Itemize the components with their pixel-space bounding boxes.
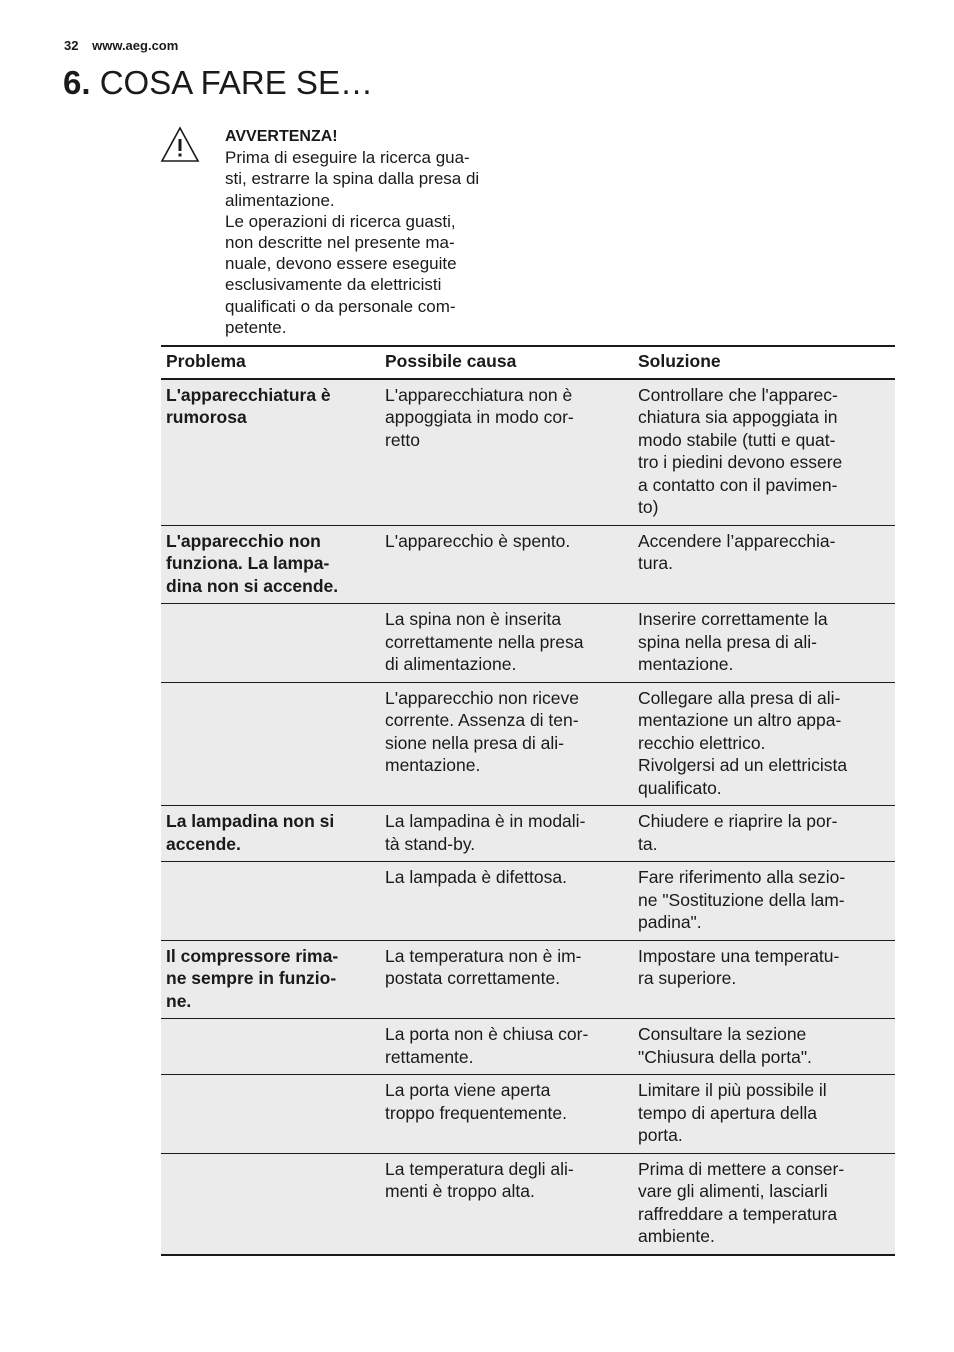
header-problem: Problema (161, 346, 380, 379)
solution-cell: Fare riferimento alla sezio- ne "Sostituzione della lam- padina". (633, 862, 895, 941)
cause-cell: La porta viene aperta troppo frequentemente. (380, 1075, 633, 1154)
table-row (161, 862, 895, 941)
solution-cell: Collegare alla presa di ali- mentazione un altro appa- recchio elettrico. Rivolgersi ad un elettricista qualificato. (633, 682, 895, 806)
problem-cell (161, 862, 380, 941)
header-solution: Soluzione (633, 346, 895, 379)
table-row (161, 682, 895, 806)
problem-cell (161, 1075, 380, 1154)
solution-cell: Consultare la sezione "Chiusura della porta". (633, 1019, 895, 1075)
chapter-title: COSA FARE SE… (99, 64, 373, 101)
warning-triangle-icon (160, 126, 200, 164)
solution-cell: Chiudere e riaprire la por- ta. (633, 806, 895, 862)
cause-cell: La temperatura non è im- postata correttamente. (380, 940, 633, 1019)
solution-cell: Controllare che l'apparec- chiatura sia appoggiata in modo stabile (tutti e quat- tro i piedini devono essere a contatto con il pavimen- to) (633, 379, 895, 526)
problem-cell (161, 1153, 380, 1255)
cause-cell: L'apparecchiatura non è appoggiata in modo cor- retto (380, 379, 633, 526)
table-row (161, 379, 895, 526)
warning-body: Prima di eseguire la ricerca gua- sti, estrarre la spina dalla presa di alimentazione. Le operazioni di ricerca guasti, non descritte nel presente ma- nuale, devono essere eseguite esclusivamente da elettricisti qualificati o da personale com- petente. (225, 148, 480, 337)
solution-cell: Limitare il più possibile il tempo di apertura della porta. (633, 1075, 895, 1154)
cause-cell: La porta non è chiusa cor- rettamente. (380, 1019, 633, 1075)
problem-cell (161, 682, 380, 806)
page-title (63, 64, 373, 102)
header-cause: Possibile causa (380, 346, 633, 379)
cause-cell: La temperatura degli ali- menti è troppo alta. (380, 1153, 633, 1255)
solution-cell: Inserire correttamente la spina nella presa di ali- mentazione. (633, 604, 895, 683)
cause-cell: L'apparecchio è spento. (380, 525, 633, 604)
page-number: 32 (64, 38, 79, 53)
solution-cell: Prima di mettere a conser- vare gli alimenti, lasciarli raffreddare a temperatura ambiente. (633, 1153, 895, 1255)
table-row (161, 806, 895, 862)
cause-cell: La lampadina è in modali- tà stand-by. (380, 806, 633, 862)
problem-cell: Il compressore rima- ne sempre in funzio- ne. (161, 940, 380, 1019)
solution-cell: Impostare una temperatu- ra superiore. (633, 940, 895, 1019)
table-row (161, 940, 895, 1019)
table-row (161, 1075, 895, 1154)
table-row (161, 604, 895, 683)
table-row (161, 1153, 895, 1255)
website-link[interactable]: www.aeg.com (92, 38, 179, 53)
problem-cell (161, 1019, 380, 1075)
problem-cell: L'apparecchio non funziona. La lampa- dina non si accende. (161, 525, 380, 604)
cause-cell: L'apparecchio non riceve corrente. Assenza di ten- sione nella presa di ali- mentazione. (380, 682, 633, 806)
problem-cell (161, 604, 380, 683)
page-header (64, 38, 178, 53)
chapter-number: 6. (63, 64, 91, 101)
table-row (161, 1019, 895, 1075)
solution-cell: Accendere l’apparecchia- tura. (633, 525, 895, 604)
problem-cell: L'apparecchiatura è rumorosa (161, 379, 380, 526)
table-row (161, 525, 895, 604)
warning-title: AVVERTENZA! (225, 128, 338, 145)
cause-cell: La spina non è inserita correttamente nella presa di alimentazione. (380, 604, 633, 683)
problem-cell: La lampadina non si accende. (161, 806, 380, 862)
warning-text (225, 126, 520, 338)
troubleshooting-table (161, 345, 895, 1256)
cause-cell: La lampada è difettosa. (380, 862, 633, 941)
table-header-row (161, 346, 895, 379)
